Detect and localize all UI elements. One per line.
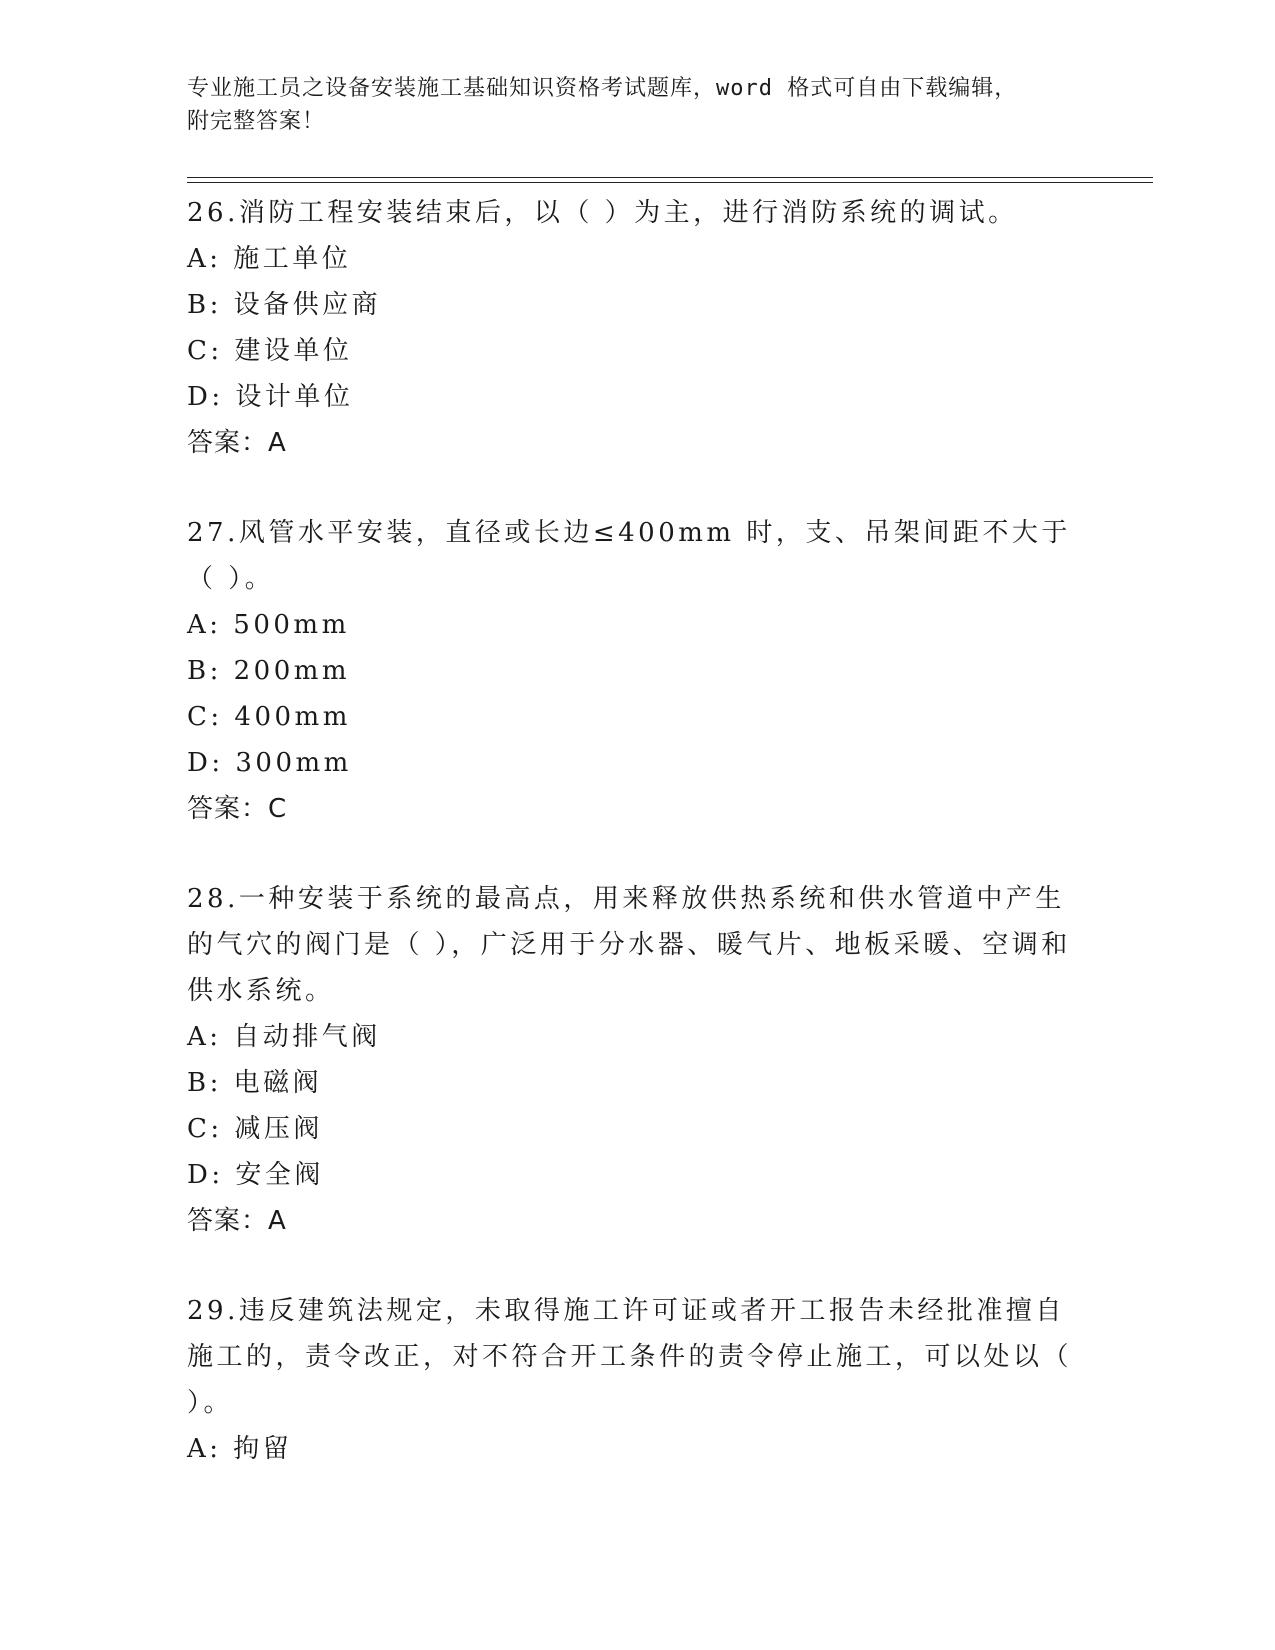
header-line-1: 专业施工员之设备安装施工基础知识资格考试题库，word 格式可自由下载编辑，	[187, 76, 1018, 101]
option-a: A: 施工单位	[187, 244, 352, 274]
option-d: D: 设计单位	[187, 382, 354, 412]
answer-label: 答案：C	[187, 794, 288, 824]
question-text: 29.违反建筑法规定，未取得施工许可证或者开工报告未经批准擅自施工的，责令改正，对不符合开工条件的责令停止施工，可以处以（ ）。	[187, 1296, 1073, 1418]
option-b: B: 电磁阀	[187, 1068, 323, 1098]
header-line-2: 附完整答案！	[187, 109, 326, 134]
answer-label: 答案：A	[187, 1206, 287, 1236]
option-b: B: 200mm	[187, 656, 351, 686]
header-divider-bottom	[187, 182, 1153, 183]
option-a: A: 自动排气阀	[187, 1022, 381, 1052]
option-b: B: 设备供应商	[187, 290, 382, 320]
option-c: C: 400mm	[187, 702, 351, 732]
header-divider-top	[187, 177, 1153, 178]
option-d: D: 安全阀	[187, 1160, 324, 1190]
question-28	[187, 876, 1077, 1244]
question-27	[187, 510, 1077, 832]
answer-label: 答案：A	[187, 428, 287, 458]
option-c: C: 减压阀	[187, 1114, 323, 1144]
option-a: A: 500mm	[187, 610, 350, 640]
question-text: 27.风管水平安装，直径或长边≤400mm 时，支、吊架间距不大于（ ）。	[187, 518, 1071, 594]
question-26	[187, 190, 1077, 466]
option-d: D: 300mm	[187, 748, 352, 778]
option-c: C: 建设单位	[187, 336, 353, 366]
option-a: A: 拘留	[187, 1434, 293, 1464]
question-list	[187, 190, 1077, 1516]
question-text: 28.一种安装于系统的最高点，用来释放供热系统和供水管道中产生的气穴的阀门是（ ），广泛用于分水器、暖气片、地板采暖、空调和供水系统。	[187, 884, 1071, 1006]
question-text: 26.消防工程安装结束后，以（ ）为主，进行消防系统的调试。	[187, 198, 1018, 228]
document-header	[187, 72, 1067, 138]
question-29	[187, 1288, 1077, 1472]
